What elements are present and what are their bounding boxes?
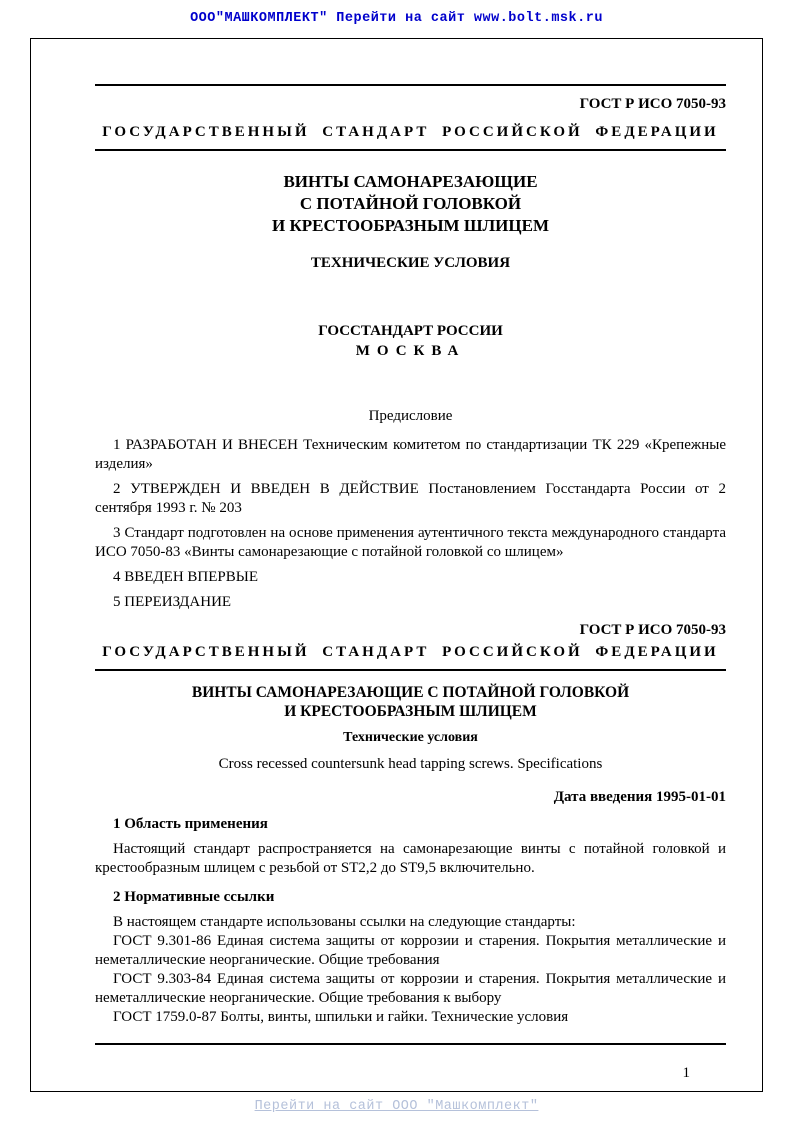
top-link-bar — [0, 8, 793, 26]
standard-reference: ГОСТ 1759.0-87 Болты, винты, шпильки и гайки. Технические условия — [113, 1009, 569, 1025]
preface-item: 1 РАЗРАБОТАН И ВНЕСЕН Техническим комитетом по стандартизации ТК 229 «Крепежные изделия» — [95, 437, 726, 472]
standard-reference: ГОСТ 9.301-86 Единая система защиты от коррозии и старения. Покрытия металлические и неметаллические неорганические. Общие требования — [95, 933, 726, 968]
standard-title-line: ВИНТЫ САМОНАРЕЗАЮЩИЕ С ПОТАЙНОЙ ГОЛОВКОЙ — [191, 684, 630, 701]
preface-item: 2 УТВЕРЖДЕН И ВВЕДЕН В ДЕЙСТВИЕ Постановлением Госстандарта России от 2 сентября 1993 г. № 203 — [95, 481, 726, 516]
federation-heading-repeat: ГОСУДАРСТВЕННЫЙ СТАНДАРТ РОССИЙСКОЙ ФЕДЕРАЦИИ — [95, 642, 726, 671]
doc-code-repeat: ГОСТ Р ИСО 7050-93 — [579, 622, 726, 638]
bottom-site-link[interactable]: Перейти на сайт ООО "Машкомплект" — [254, 1099, 539, 1114]
document-title-line: И КРЕСТООБРАЗНЫМ ШЛИЦЕМ — [271, 216, 549, 235]
standard-subtitle-english: Cross recessed countersunk head tapping screws. Specifications — [218, 756, 603, 772]
section-2-intro: В настоящем стандарте использованы ссылки на следующие стандарты: — [113, 914, 576, 930]
publisher-city: МОСКВА — [355, 343, 466, 359]
section-1-body: Настоящий стандарт распространяется на самонарезающие винты с потайной головкой и крестообразным шлицем с резьбой от ST2,2 до ST9,5 включительно. — [95, 841, 726, 876]
preface-item: 3 Стандарт подготовлен на основе применения аутентичного текста международного стандарта ИСО 7050-83 «Винты самонарезающие с потайной головкой со шлицем» — [95, 525, 726, 560]
page-number: 1 — [682, 1065, 690, 1081]
publisher: ГОССТАНДАРТ РОССИИ — [318, 323, 503, 339]
document-title-line: ВИНТЫ САМОНАРЕЗАЮЩИЕ — [283, 172, 538, 191]
doc-code: ГОСТ Р ИСО 7050-93 — [579, 96, 726, 112]
header-rule — [95, 84, 726, 86]
section-2-heading: 2 Нормативные ссылки — [113, 889, 275, 905]
preface-item: 5 ПЕРЕИЗДАНИЕ — [113, 594, 232, 610]
footer-rule — [95, 1043, 726, 1045]
effective-date: Дата введения 1995-01-01 — [553, 789, 726, 805]
federation-heading: ГОСУДАРСТВЕННЫЙ СТАНДАРТ РОССИЙСКОЙ ФЕДЕРАЦИИ — [95, 122, 726, 151]
standard-title-line: И КРЕСТООБРАЗНЫМ ШЛИЦЕМ — [284, 703, 537, 720]
top-site-link[interactable]: ООО"МАШКОМПЛЕКТ" Перейти на сайт www.bolt.msk.ru — [190, 11, 603, 26]
document-subtitle: ТЕХНИЧЕСКИЕ УСЛОВИЯ — [310, 255, 511, 271]
document-title-line: С ПОТАЙНОЙ ГОЛОВКОЙ — [299, 194, 522, 213]
standard-subtitle: Технические условия — [343, 730, 478, 745]
section-1-heading: 1 Область применения — [113, 816, 268, 832]
preface-item: 4 ВВЕДЕН ВПЕРВЫЕ — [113, 569, 258, 585]
standard-reference: ГОСТ 9.303-84 Единая система защиты от коррозии и старения. Покрытия металлические и неметаллические неорганические. Общие требования к выбору — [95, 971, 726, 1006]
preface-heading: Предисловие — [368, 408, 453, 424]
standard-title — [95, 683, 726, 721]
bottom-link-bar — [0, 1096, 793, 1114]
document-title — [95, 171, 726, 237]
page-frame — [30, 38, 763, 1092]
